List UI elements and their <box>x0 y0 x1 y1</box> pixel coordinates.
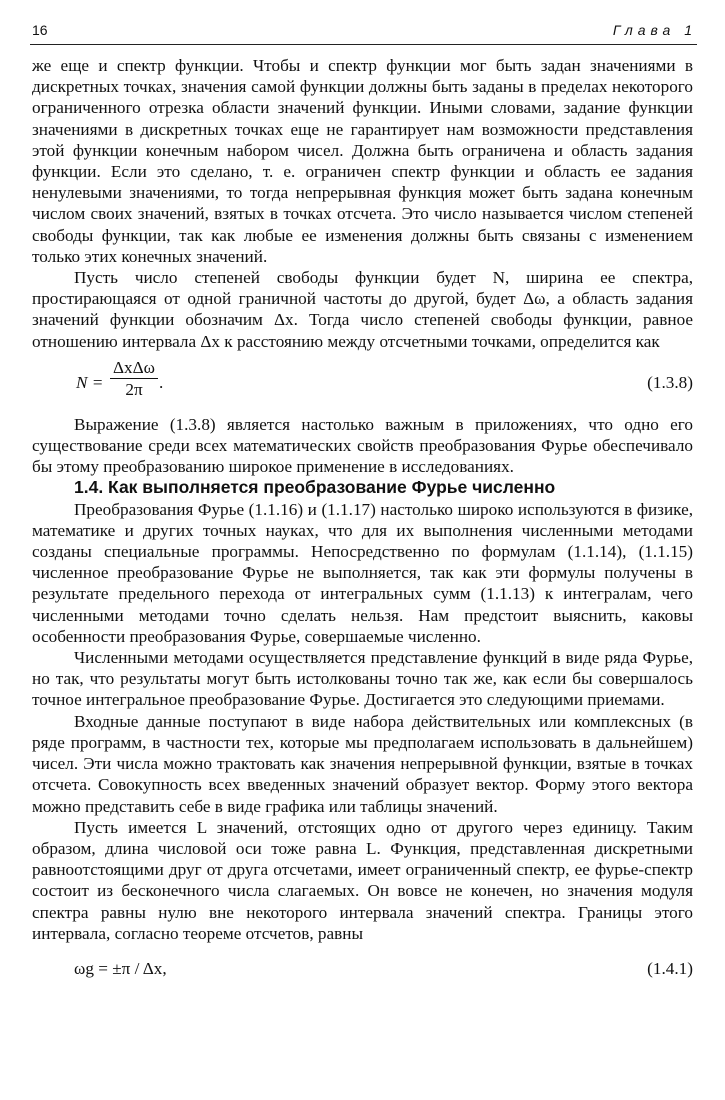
equation-1-4-1 <box>32 954 693 984</box>
equation-formula: ωg = ±π / Δx, <box>74 958 167 978</box>
paragraph: Пусть имеется L значений, отстоящих одно от другого через единицу. Таким образом, длина числовой оси тоже равна L. Функция, представленная дискретными равноотстоящими друг от друга отсчетами, имеет ограниченный спектр, ее фурье-спектр состоит из бесконечного числа слагаемых. Он вовсе не конечен, но значения модуля спектра равны нулю вне некоторого интервала значений спектра. Границы этого интервала, согласно теореме отсчетов, равны <box>32 817 693 943</box>
equation-number: (1.3.8) <box>647 372 693 392</box>
page-body <box>32 55 693 984</box>
page-number: 16 <box>32 22 48 38</box>
equation-1-3-8 <box>32 358 693 404</box>
chapter-title: Глава 1 <box>612 22 697 38</box>
paragraph: Численными методами осуществляется представление функций в виде ряда Фурье, но так, что результаты могут быть истолкованы точно так же, как если бы совершалось точное интегральное преобразование Фурье. Достигается это следующими приемами. <box>32 648 693 710</box>
paragraph: Входные данные поступают в виде набора действительных или комплексных (в ряде программ, в частности тех, которые мы предполагаем использовать в дальнейшем) чисел. Эти числа можно трактовать как значения непрерывной функции, взятые в точках отсчета. Совокупность всех введенных значений образует вектор. Форму этого вектора можно представить себе в виде графика или таблицы значений. <box>32 711 693 816</box>
equation-fraction <box>110 358 158 401</box>
running-header <box>30 22 697 45</box>
paragraph: Преобразования Фурье (1.1.16) и (1.1.17) настолько широко используются в физике, математике и других точных науках, что для их выполнения численными методами созданы специальные программы. Непосредственно по формулам (1.1.14), (1.1.15) численное преобразование Фурье не выполняется, так как эти формулы получены в результате предельного перехода от интегральных сумм (1.1.13) к интегралам, чего численными методами точно сделать нельзя. Нам предстоит выяснить, каковы особенности преобразования Фурье, совершаемые численно. <box>32 499 693 646</box>
paragraph: же еще и спектр функции. Чтобы и спектр функции мог быть задан значениями в дискретных точках, значения самой функции должны быть заданы в пределах некоторого ограниченного отрезка области значений функции. Иными словами, задание функции значениями в дискретных точках еще не гарантирует нам возможности представления этой функции конечным набором чисел. Должна быть ограничена и область задания функции. Если это сделано, т. е. ограничен спектр функции и область ее задания ненулевыми значениями, то тогда непрерывная функция может быть задана конечным числом своих значений, взятых в точках отсчета. Это число называется числом степеней свободы функции, так как любые ее изменения должны быть связаны с изменением только этих конечных значений. <box>32 56 693 266</box>
section-heading: 1.4. Как выполняется преобразование Фурье численно <box>74 477 556 498</box>
equation-period: . <box>159 372 164 392</box>
fraction-denominator: 2π <box>125 379 143 399</box>
equation-lhs: N = <box>76 372 104 392</box>
fraction-numerator: ΔxΔω <box>110 358 158 379</box>
paragraph: Пусть число степеней свободы функции будет N, ширина ее спектра, простирающаяся от одной граничной частоты до другой, будет Δω, а область задания значений функции обозначим Δx. Тогда число степеней свободы функции, равное отношению интервала Δx к расстоянию между отсчетными точками, определится как <box>32 268 693 351</box>
equation-number: (1.4.1) <box>647 958 693 978</box>
paragraph: Выражение (1.3.8) является настолько важным в приложениях, что одно его существование среди всех математических свойств преобразования Фурье обеспечивало бы этому преобразованию широкое применение в исследованиях. <box>32 414 693 477</box>
